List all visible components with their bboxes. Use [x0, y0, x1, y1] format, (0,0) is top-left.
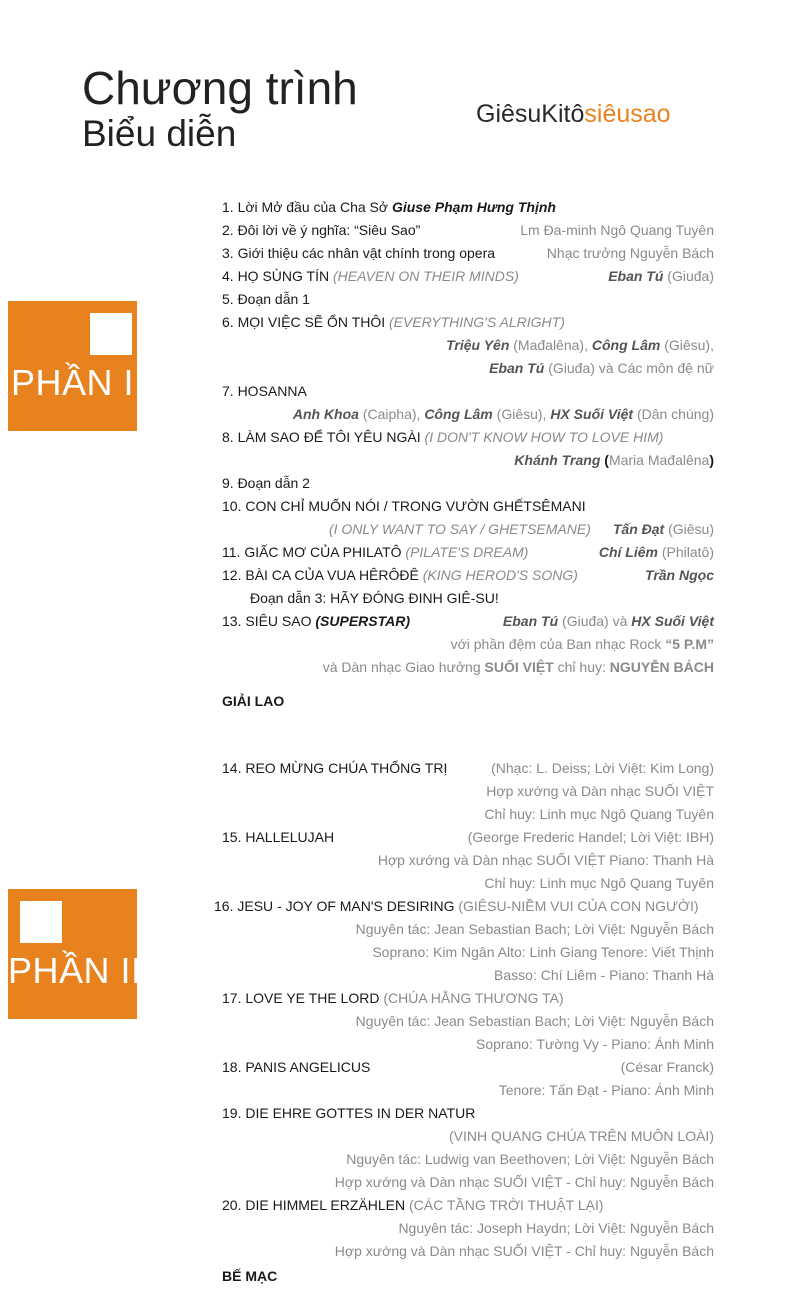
conductor-name: NGUYỄN BÁCH [609, 659, 714, 675]
program-item-20-credit: Nguyên tác: Joseph Haydn; Lời Việt: Nguyễn Bách [398, 1220, 714, 1236]
program-item-18-soloists: Tenore: Tấn Đạt - Piano: Ánh Minh [498, 1082, 714, 1098]
program-item-4-cast [608, 267, 714, 285]
program-item-18: 18. PANIS ANGELICUS [222, 1059, 371, 1075]
item-text: 13. SIÊU SAO [222, 613, 316, 629]
performer-name: HX Suối Việt [550, 406, 634, 422]
closing-heading: BẾ MẠC [222, 1268, 278, 1284]
role-paren: ( [600, 452, 609, 468]
program-item-6 [222, 313, 565, 331]
role-name: (Giuđa) [663, 268, 714, 284]
role-name: (Giêsu), [492, 406, 551, 422]
program-item-19-credit: Nguyên tác: Ludwig van Beethoven; Lời Việt: Nguyễn Bách [346, 1151, 714, 1167]
performer-name: Eban Tú [502, 613, 559, 629]
role-name: (Dân chúng) [633, 406, 714, 422]
item-vietnamese-title: (GIÊSU-NIỀM VUI CỦA CON NGƯỜI) [458, 898, 699, 914]
program-item-16 [214, 897, 699, 915]
program-item-16-basso: Basso: Chí Liêm - Piano: Thanh Hà [494, 967, 714, 983]
item-text: 8. LÀM SAO ĐỂ TÔI YÊU NGÀI [222, 429, 425, 445]
program-item-14-credit: (Nhạc: L. Deiss; Lời Việt: Kim Long) [491, 760, 714, 776]
program-item-4 [222, 267, 519, 285]
program-item-14: 14. REO MỪNG CHÚA THỐNG TRỊ [222, 760, 448, 776]
title-line-1: Chương trình [82, 62, 358, 114]
intermission-heading: GIẢI LAO [222, 693, 285, 709]
brand-main: GiêsuKitô [476, 100, 585, 128]
program-item-17-credit: Nguyên tác: Jean Sebastian Bach; Lời Việt: Nguyễn Bách [355, 1013, 714, 1029]
program-item-10: 10. CON CHỈ MUỐN NÓI / TRONG VƯỜN GHẾTSÊMANI [222, 498, 586, 514]
item-english-title: (PILATE'S DREAM) [405, 544, 529, 560]
item-text: 11. GIẤC MƠ CỦA PHILATÔ [222, 544, 406, 560]
program-item-13-cast [503, 612, 714, 630]
program-item-13 [222, 612, 410, 630]
program-item-5: 5. Đoạn dẫn 1 [222, 291, 310, 307]
item-english-title: (I DON'T KNOW HOW TO LOVE HIM) [424, 429, 664, 445]
program-item-19-vietnamese-title: (VINH QUANG CHÚA TRÊN MUÔN LOÀI) [449, 1128, 714, 1144]
program-item-10-cast [329, 520, 714, 538]
program-item-18-credit: (César Franck) [620, 1059, 714, 1075]
performer-name: Khánh Trang [514, 452, 601, 468]
performer-name: Chí Liêm [598, 544, 658, 560]
program-item-15-performers: Hợp xướng và Dàn nhạc SUỐI VIỆT Piano: Thanh Hà [377, 852, 714, 868]
role-name: (Giêsu) [664, 521, 714, 537]
program-item-3-speaker: Nhạc trưởng Nguyễn Bách [546, 245, 714, 261]
speaker-name: Giuse Phạm Hưng Thịnh [391, 199, 556, 215]
item-text: 4. HỌ SÙNG TÍN [222, 268, 333, 284]
accompaniment-text: với phần đệm của Ban nhạc Rock [450, 636, 666, 652]
program-item-7: 7. HOSANNA [222, 383, 307, 399]
role-name: (Giuđa) và [558, 613, 632, 629]
program-item-13-band [451, 635, 714, 653]
item-english-title: (KING HEROD'S SONG) [422, 567, 578, 583]
program-item-19: 19. DIE EHRE GOTTES IN DER NATUR [222, 1105, 476, 1121]
performer-name: Eban Tú [489, 360, 545, 376]
band-name: “5 P.M” [665, 636, 714, 652]
brand-name [476, 100, 671, 129]
item-text: 20. DIE HIMMEL ERZÄHLEN [222, 1197, 409, 1213]
program-item-19-performers: Hợp xướng và Dàn nhạc SUỐI VIỆT - Chỉ huy: Nguyễn Bách [334, 1174, 714, 1190]
item-english-title: (HEAVEN ON THEIR MINDS) [332, 268, 519, 284]
title-line-2: Biểu diễn [82, 113, 237, 154]
performer-name: Anh Khoa [292, 406, 359, 422]
program-item-3: 3. Giới thiệu các nhân vật chính trong opera [222, 245, 496, 261]
part-2-label: PHẦN II [8, 950, 142, 991]
square-icon [20, 901, 62, 943]
program-item-17 [222, 989, 564, 1007]
program-item-16-credit: Nguyên tác: Jean Sebastian Bach; Lời Việt: Nguyễn Bách [355, 921, 714, 937]
part-1-label: PHẦN I [10, 362, 135, 403]
item-text: 16. JESU - JOY OF MAN'S DESIRING [214, 898, 459, 914]
program-item-6-cast-2 [489, 359, 714, 377]
role-paren: ) [709, 452, 714, 468]
role-name: (Mađalêna), [509, 337, 592, 353]
performer-name: Triệu Yên [446, 337, 510, 353]
program-item-15: 15. HALLELUJAH [222, 829, 335, 845]
role-name: (Giuđa) và Các môn đệ nữ [544, 360, 714, 376]
role-name: Maria Mađalêna [608, 452, 710, 468]
performer-name: Eban Tú [608, 268, 664, 284]
program-item-20-performers: Hợp xướng và Dàn nhạc SUỐI VIỆT - Chỉ huy: Nguyễn Bách [334, 1243, 714, 1259]
performer-name: Trần Ngọc [645, 567, 714, 583]
program-item-8 [222, 428, 663, 446]
program-item-2-speaker: Lm Đa-minh Ngô Quang Tuyên [520, 222, 714, 238]
program-item-14-performers: Hợp xướng và Dàn nhạc SUỐI VIỆT [486, 783, 714, 799]
role-name: (Caipha), [358, 406, 425, 422]
part-2-badge [8, 889, 142, 1019]
program-item-12-cast [645, 566, 714, 584]
program-item-2: 2. Đôi lời về ý nghĩa: “Siêu Sao” [222, 222, 421, 238]
program-item-9: 9. Đoạn dẫn 2 [222, 475, 310, 491]
page-title [82, 62, 358, 154]
item-english-title: (SUPERSTAR) [315, 613, 411, 629]
item-vietnamese-title: (CÁC TẦNG TRỜI THUẬT LẠI) [408, 1197, 604, 1213]
program-item-11-cast [599, 543, 714, 561]
item-text: 6. MỌI VIỆC SẼ ỔN THÔI [222, 314, 389, 330]
program-item-20 [222, 1196, 604, 1214]
performer-name: Tấn Đạt [612, 521, 665, 537]
program-item-7-cast [293, 405, 714, 423]
performer-name: Công Lâm [591, 337, 661, 353]
program-item-17-soloists: Soprano: Tường Vy - Piano: Ánh Minh [475, 1036, 714, 1052]
program-item-8-cast [514, 451, 714, 469]
item-english-title: (EVERYTHING'S ALRIGHT) [389, 314, 565, 330]
brand-accent: siêusao [584, 100, 671, 128]
item-text: 17. LOVE YE THE LORD [222, 990, 384, 1006]
item-english-title: (I ONLY WANT TO SAY / GHETSEMANE) [328, 521, 591, 537]
item-vietnamese-title: (CHÚA HẰNG THƯƠNG TA) [383, 990, 564, 1006]
program-item-11 [222, 543, 528, 561]
item-text: 12. BÀI CA CỦA VUA HÊRÔĐÊ [222, 567, 423, 583]
program-item-16-soloists: Soprano: Kim Ngân Alto: Linh Giang Tenore: Viết Thịnh [372, 944, 714, 960]
square-icon [90, 313, 132, 355]
role-name: (Giêsu), [660, 337, 714, 353]
program-item-12 [222, 566, 578, 584]
part-1-badge [8, 301, 137, 431]
orchestra-name: SUỐI VIỆT [484, 659, 554, 675]
performer-name: HX Suối Việt [631, 613, 714, 629]
performer-name: Công Lâm [424, 406, 493, 422]
role-name: (Philatô) [657, 544, 714, 560]
orchestra-text: và Dàn nhạc Giao hưởng [322, 659, 485, 675]
program-item-13-orchestra [323, 658, 714, 676]
program-item-6-cast-1 [446, 336, 714, 354]
program-item-15-credit: (George Frederic Handel; Lời Việt: IBH) [467, 829, 714, 845]
item-text: 1. Lời Mở đầu của Cha Sở [222, 199, 392, 215]
program-interlude-3: Đoạn dẫn 3: HÃY ĐÓNG ĐINH GIÊ-SU! [250, 590, 499, 606]
program-item-15-conductor: Chỉ huy: Linh mục Ngô Quang Tuyên [484, 875, 714, 891]
program-item-14-conductor: Chỉ huy: Linh mục Ngô Quang Tuyên [484, 806, 714, 822]
conductor-label: chỉ huy: [553, 659, 610, 675]
program-item-1 [222, 198, 556, 216]
